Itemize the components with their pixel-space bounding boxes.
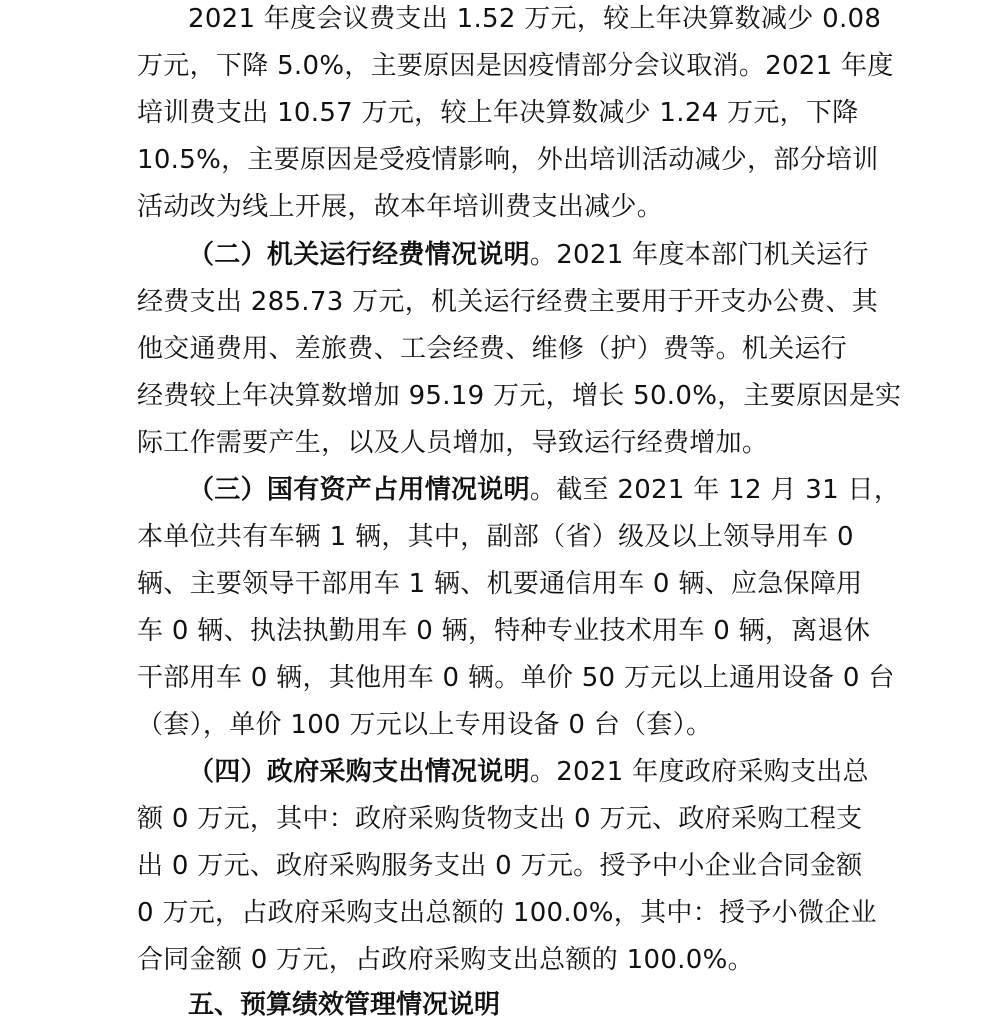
paragraph-line: 经费较上年决算数增加 95.19 万元，增长 50.0%，主要原因是实 <box>137 381 902 411</box>
paragraph-line: 万元，下降 5.0%，主要原因是因疫情部分会议取消。2021 年度 <box>137 51 894 81</box>
section-heading: 五、预算绩效管理情况说明 <box>188 990 501 1020</box>
paragraph-text: 。2021 年度政府采购支出总 <box>529 757 869 787</box>
paragraph-line: （套），单价 100 万元以上专用设备 0 台（套）。 <box>137 710 713 740</box>
paragraph-first-line <box>188 471 900 509</box>
paragraph-line: 培训费支出 10.57 万元，较上年决算数减少 1.24 万元，下降 <box>137 98 859 128</box>
paragraph-line: 出 0 万元、政府采购服务支出 0 万元。授予中小企业合同金额 <box>137 851 863 881</box>
paragraph-line: 0 万元，占政府采购支出总额的 100.0%，其中：授予小微企业 <box>137 898 877 928</box>
paragraph-line: 际工作需要产生，以及人员增加，导致运行经费增加。 <box>137 428 769 458</box>
paragraph-line: 合同金额 0 万元，占政府采购支出总额的 100.0%。 <box>137 945 754 975</box>
subsection-heading: （二）机关运行经费情况说明 <box>188 240 530 270</box>
paragraph-first-line <box>188 753 869 791</box>
subsection-heading: （三）国有资产占用情况说明 <box>188 475 530 505</box>
paragraph-line: 2021 年度会议费支出 1.52 万元，较上年决算数减少 0.08 <box>188 4 882 34</box>
paragraph-text: 。截至 2021 年 12 月 31 日， <box>529 475 901 505</box>
paragraph-line: 活动改为线上开展，故本年培训费支出减少。 <box>137 192 664 222</box>
paragraph-line: 10.5%，主要原因是受疫情影响，外出培训活动减少，部分培训 <box>137 145 879 175</box>
paragraph-line: 辆、主要领导干部用车 1 辆、机要通信用车 0 辆、应急保障用 <box>137 569 863 599</box>
paragraph-line: 经费支出 285.73 万元，机关运行经费主要用于开支办公费、其 <box>137 287 879 317</box>
paragraph-first-line <box>188 236 869 274</box>
paragraph-line: 额 0 万元，其中：政府采购货物支出 0 万元、政府采购工程支 <box>137 804 863 834</box>
paragraph-line: 车 0 辆、执法执勤用车 0 辆，特种专业技术用车 0 辆，离退休 <box>137 616 871 646</box>
paragraph-line: 本单位共有车辆 1 辆，其中，副部（省）级及以上领导用车 0 <box>137 522 854 552</box>
paragraph-line: 他交通费用、差旅费、工会经费、维修（护）费等。机关运行 <box>137 334 848 364</box>
paragraph-text: 。2021 年度本部门机关运行 <box>529 240 869 270</box>
paragraph-line: 干部用车 0 辆，其他用车 0 辆。单价 50 万元以上通用设备 0 台 <box>137 663 895 693</box>
subsection-heading: （四）政府采购支出情况说明 <box>188 757 530 787</box>
